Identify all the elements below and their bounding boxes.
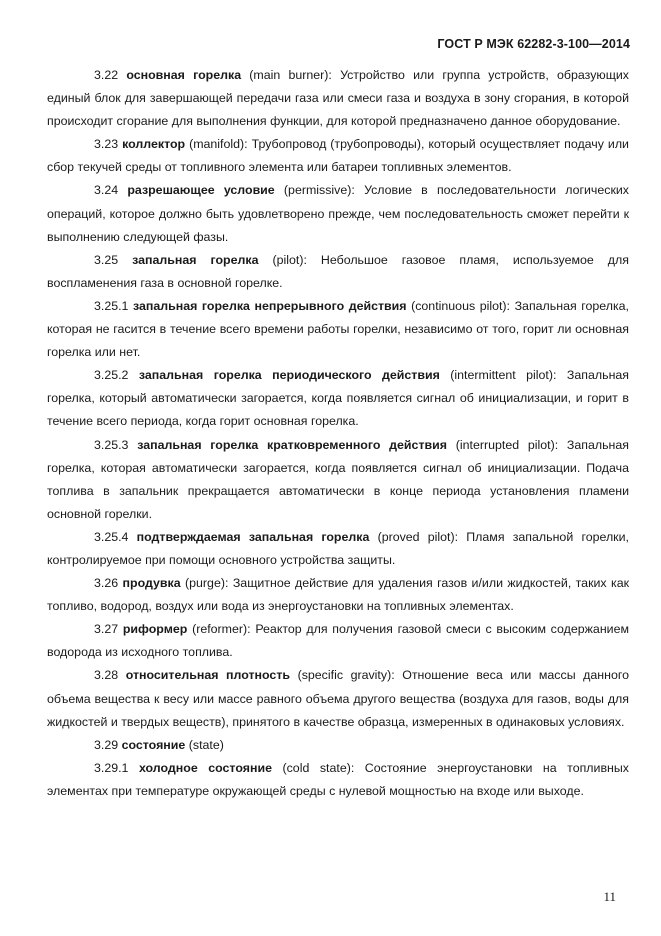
definition-text: Защитное действие для удаления газов и/или жидкостей, таких как топливо, водород, воздух или вода из энергоустановки на топливных элементах. (47, 576, 630, 614)
definition-3-25 (47, 249, 629, 295)
definition-text: Трубопровод (трубопроводы), который осуществляет подачу или сбор текучей среды от топливного элемента или батареи топливных элементов. (47, 137, 629, 175)
definition-3-23 (47, 133, 629, 179)
term-english: (interrupted pilot): (455, 437, 559, 452)
clause-number: 3.27 (94, 622, 119, 637)
clause-number: 3.29.1 (94, 760, 129, 775)
definition-3-27 (47, 618, 629, 664)
definition-text: Реактор для получения газовой смеси с высоким содержанием водорода из исходного топлива. (47, 622, 629, 660)
term-english: (main burner): (249, 68, 332, 82)
definition-3-26 (47, 572, 629, 618)
term-english: (proved pilot): (377, 529, 459, 544)
definition-text: Условие в последовательности логических операций, которое должно быть удовлетворено прежде, чем последовательность сможет перейти к выполнению следующей фазы. (47, 183, 629, 244)
clause-number: 3.23 (94, 137, 119, 152)
term-english: (manifold): (189, 137, 248, 152)
term-english: (reformer): (192, 622, 251, 637)
term-english: (state) (188, 737, 224, 752)
clause-number: 3.25 (94, 252, 119, 267)
term-english: (intermittent pilot): (450, 368, 557, 383)
term-english: (permissive): (283, 183, 355, 198)
clause-number: 3.25.3 (94, 437, 129, 452)
definition-text: Устройство или группа устройств, образующих единый блок для завершающей передачи газа или смеси газа и воздуха в зону сгорания, в которой происходит сгорание для выполнения функции, для которой предназначено данное оборудование. (47, 68, 629, 129)
term: подтверждаемая запальная горелка (136, 529, 370, 544)
clause-number: 3.25.4 (94, 529, 129, 544)
clause-number: 3.24 (94, 183, 119, 198)
definition-3-22 (47, 64, 629, 133)
term-english: (specific gravity): (297, 668, 395, 683)
term: относительная плотность (125, 668, 291, 683)
term: риформер (122, 622, 188, 637)
definition-3-25-4 (47, 526, 629, 572)
term: продувка (122, 576, 181, 591)
definition-3-25-2 (47, 364, 629, 433)
definition-3-25-1 (47, 295, 629, 364)
document-header: ГОСТ Р МЭК 62282-3-100—2014 (437, 37, 630, 51)
clause-number: 3.29 (94, 737, 119, 752)
term: запальная горелка кратковременного действия (137, 437, 447, 452)
definition-text: Запальная горелка, которая автоматически загорается, когда появляется сигнал об инициализации. Подача топлива в запальник прекращается автоматически в конце периода установления пламени основной горелки. (47, 437, 629, 521)
clause-number: 3.28 (94, 668, 119, 683)
definition-text: Небольшое газовое пламя, используемое для воспламенения газа в основной горелке. (47, 252, 629, 290)
term-english: (continuous pilot): (411, 298, 511, 313)
definition-3-29-1 (47, 757, 629, 803)
term: запальная горелка (132, 252, 259, 267)
term: разрешающее условие (127, 183, 275, 198)
term: основная горелка (126, 68, 242, 82)
definition-text: Запальная горелка, который автоматически загорается, когда появляется сигнал об инициализации, и горит в течение всего периода, когда горит основная горелка. (47, 368, 630, 429)
definition-3-28 (47, 664, 629, 733)
clause-number: 3.25.1 (94, 298, 129, 313)
term-english: (purge): (185, 576, 229, 591)
definition-text: Пламя запальной горелки, контролируемое при помощи основного устройства защиты. (47, 529, 629, 567)
definition-3-29 (47, 734, 629, 757)
definitions-body (47, 64, 629, 803)
definition-3-24 (47, 179, 629, 248)
definition-text: Состояние энергоустановки на топливных элементах при температуре окружающей среды с нулевой мощностью на входе или выходе. (47, 760, 629, 798)
term: запальная горелка непрерывного действия (133, 298, 407, 313)
page-number: 11 (603, 889, 616, 904)
definition-3-25-3 (47, 434, 629, 526)
term-english: (cold state): (282, 760, 355, 775)
term: холодное состояние (138, 760, 272, 775)
definition-text: Запальная горелка, которая не гасится в течение всего времени работы горелки, независимо от того, горит ли основная горелка или нет. (47, 298, 629, 360)
clause-number: 3.26 (94, 576, 119, 591)
term: коллектор (122, 137, 186, 152)
clause-number: 3.22 (94, 68, 119, 82)
term: состояние (121, 737, 186, 752)
term-english: (pilot): (272, 252, 307, 267)
clause-number: 3.25.2 (94, 368, 129, 383)
term: запальная горелка периодического действия (138, 368, 440, 383)
definition-text: Отношение веса или массы данного объема вещества к весу или массе равного объема другого вещества (воздуха для газов, воды для жидкостей и твердых веществ), принятого в качестве образца, измеренных в одинаковых условиях. (47, 668, 629, 729)
